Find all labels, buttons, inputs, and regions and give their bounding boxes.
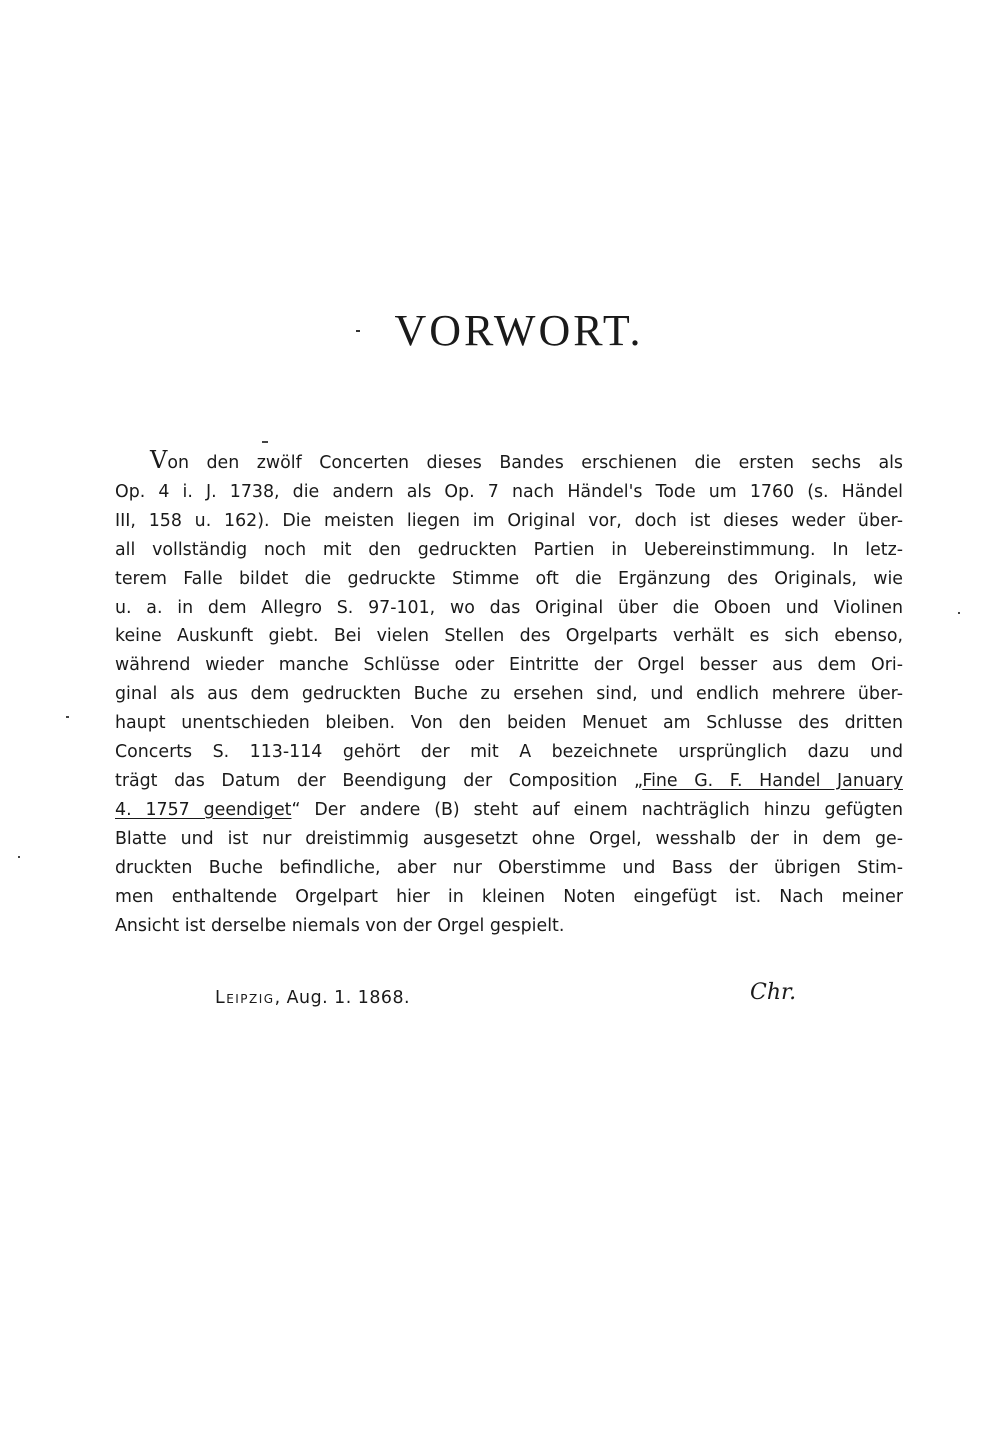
page-title <box>0 305 1000 356</box>
paragraph-line: men enthaltende Orgelpart hier in kleinen Noten eingefügt ist. Nach meiner <box>115 886 903 907</box>
paragraph-line: 4. 1757 geendiget“ Der andere (B) steht auf einem nachträglich hinzu gefügten <box>115 799 903 820</box>
scan-speck <box>66 716 69 718</box>
scan-speck <box>262 441 268 443</box>
paragraph-line: Von den zwölf Concerten dieses Bandes erschienen die ersten sechs als <box>150 446 903 474</box>
scan-speck <box>18 856 20 858</box>
paragraph-line: druckten Buche befindliche, aber nur Oberstimme und Bass der übrigen Stim- <box>115 857 903 878</box>
preface-paragraph <box>115 446 903 940</box>
paragraph-line: Blatte und ist nur dreistimmig ausgesetzt ohne Orgel, wesshalb der in dem ge- <box>115 828 903 849</box>
paragraph-line: während wieder manche Schlüsse oder Eintritte der Orgel besser aus dem Ori- <box>115 655 903 676</box>
paragraph-line: ginal als aus dem gedruckten Buche zu ersehen sind, und endlich mehrere über- <box>115 684 903 705</box>
paragraph-line: Op. 4 i. J. 1738, die andern als Op. 7 nach Händel's Tode um 1760 (s. Händel <box>115 481 903 502</box>
paragraph-line: Ansicht ist derselbe niemals von der Orgel gespielt. <box>115 915 565 936</box>
paragraph-line: trägt das Datum der Beendigung der Composition „Fine G. F. Handel January <box>115 770 903 791</box>
paragraph-line: keine Auskunft giebt. Bei vielen Stellen des Orgelparts verhält es sich ebenso, <box>115 626 903 647</box>
place: Leipzig <box>215 988 275 1008</box>
paragraph-line: u. a. in dem Allegro S. 97-101, wo das Original über die Oboen und Violinen <box>115 597 903 618</box>
paragraph-line: Concerts S. 113-114 gehört der mit A bezeichnete ursprünglich dazu und <box>115 742 903 763</box>
paragraph-line: III, 158 u. 162). Die meisten liegen im Original vor, doch ist dieses weder über- <box>115 510 903 531</box>
paragraph-line: all vollständig noch mit den gedruckten Partien in Uebereinstimmung. In letz- <box>115 539 903 560</box>
signature: Chr. <box>750 980 797 1005</box>
title-ornament <box>356 330 360 332</box>
place-and-date <box>215 988 410 1008</box>
quoted-inscription: Fine G. F. Handel January <box>642 770 903 791</box>
drop-cap: V <box>150 446 168 474</box>
paragraph-line: haupt unentschieden bleiben. Von den beiden Menuet am Schlusse des dritten <box>115 713 903 734</box>
quoted-inscription: 4. 1757 geendiget <box>115 799 292 820</box>
paragraph-line: terem Falle bildet die gedruckte Stimme oft die Ergänzung des Originals, wie <box>115 568 903 589</box>
title-text: VORWORT. <box>394 306 644 355</box>
scan-speck <box>958 612 960 614</box>
date: , Aug. 1. 1868. <box>274 988 411 1008</box>
